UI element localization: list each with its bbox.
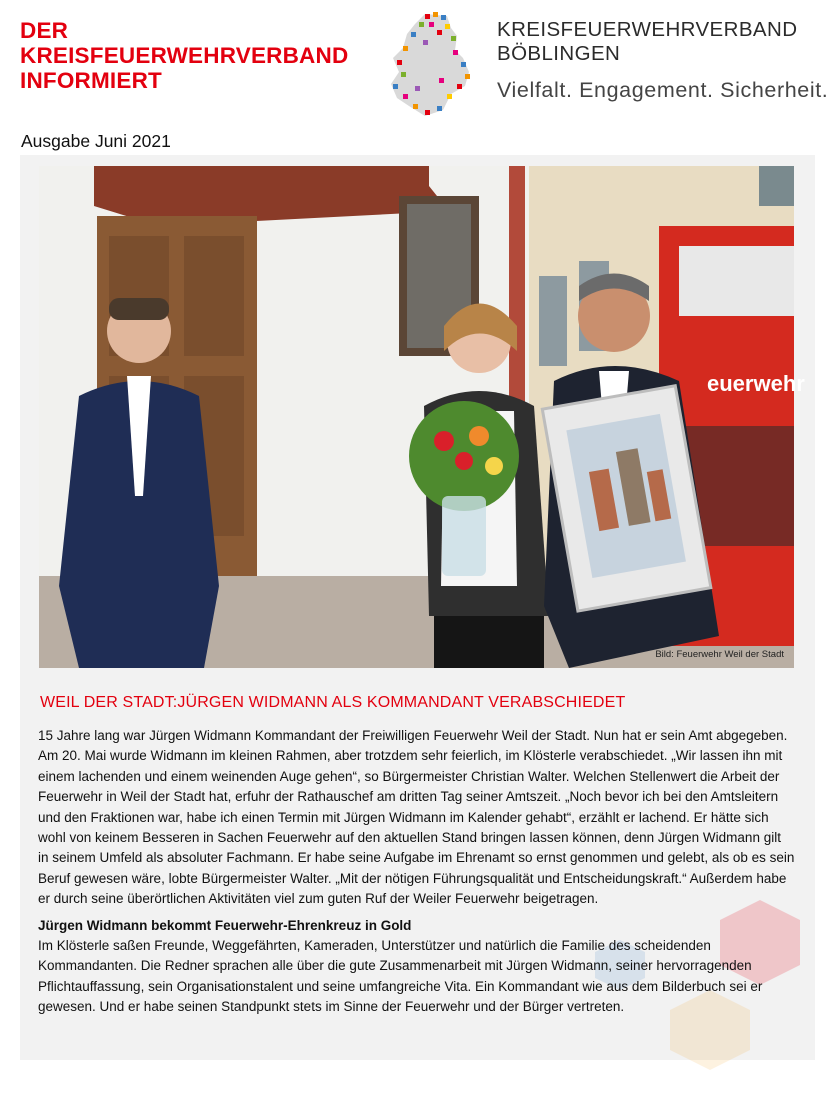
photo-scene [39, 166, 805, 668]
district-map-logo-icon [385, 6, 480, 121]
issue-date: Ausgabe Juni 2021 [21, 131, 171, 151]
organization-slogan: Vielfalt. Engagement. Sicherheit. [497, 78, 828, 102]
headline-line-2: KREISFEUERWEHRVERBAND [20, 43, 349, 68]
vehicle-lettering: euerwehr [707, 371, 805, 396]
article-subheading: Jürgen Widmann bekommt Feuerwehr-Ehrenkreuz in Gold [38, 917, 412, 933]
photo-credit: Bild: Feuerwehr Weil der Stadt [655, 649, 784, 660]
article-photo [39, 166, 805, 668]
headline-line-1: DER [20, 18, 69, 43]
org-name-line-1: KREISFEUERWEHRVERBAND [497, 18, 798, 41]
org-name-line-2: BÖBLINGEN [497, 42, 621, 65]
article [38, 694, 795, 1018]
organization-name [497, 18, 797, 66]
article-title: WEIL DER STADT:JÜRGEN WIDMANN ALS KOMMANDANT VERABSCHIEDET [40, 694, 626, 711]
newsletter-headline [20, 18, 348, 93]
article-paragraph-1: 15 Jahre lang war Jürgen Widmann Kommandant der Freiwilligen Feuerwehr Weil der Stadt. Nun hat er sein Amt abgegeben. Am 20. Mai wurde Widmann im kleinen Rahmen, aber trotzdem sehr feierlich, im Klösterle verabschiedet. „Wir lassen ihn mit einem lachenden und einem weinenden Auge gehen“, so Bürgermeister Christian Walter. Welchen Stellenwert die Arbeit der Feuerwehr in Weil der Stadt hat, erfuhr der Rathauschef am dritten Tag seiner Amtszeit. „Noch bevor ich bei den Amtsleitern und den Fraktionen war, habe ich einen Termin mit Jürgen Widmann im Kalender gehabt“, erzählt er lachend. Er hätte sich wohl von keinem Besseren in Sachen Feuerwehr auf den aktuellen Stand bringen lassen können, denn Jürgen Widmann gilt in seinem Umfeld als absoluter Fachmann. Er habe seine Aufgabe im Ehrenamt so ernst genommen und gelebt, als ob es sein Beruf gewesen wäre, lobte Bürgermeister Walter. „Mit der nötigen Führungsqualität und Entscheidungskraft.“ Außerdem habe er durch seine überörtlichen Aktivitäten viel zum guten Ruf der Weiler Feuerwehr beigetragen. [38, 728, 795, 907]
article-paragraph-2: Im Klösterle saßen Freunde, Weggefährten, Kameraden, Unterstützer und natürlich die Familie des scheidenden Kommandanten. Die Redner sprachen alle über die gute Zusammenarbeit mit Jürgen Widmann, seiner hervorragenden Pflichtauffassung, sein Organisationstalent und seine umfangreiche Vita. Ein Kommandant wie aus dem Bilderbuch sei er gewesen. Und er habe seinen Standpunkt stets im Sinne der Feuerwehr und der Bürger vertreten. [38, 938, 763, 1015]
headline-line-3: INFORMIERT [20, 68, 162, 93]
